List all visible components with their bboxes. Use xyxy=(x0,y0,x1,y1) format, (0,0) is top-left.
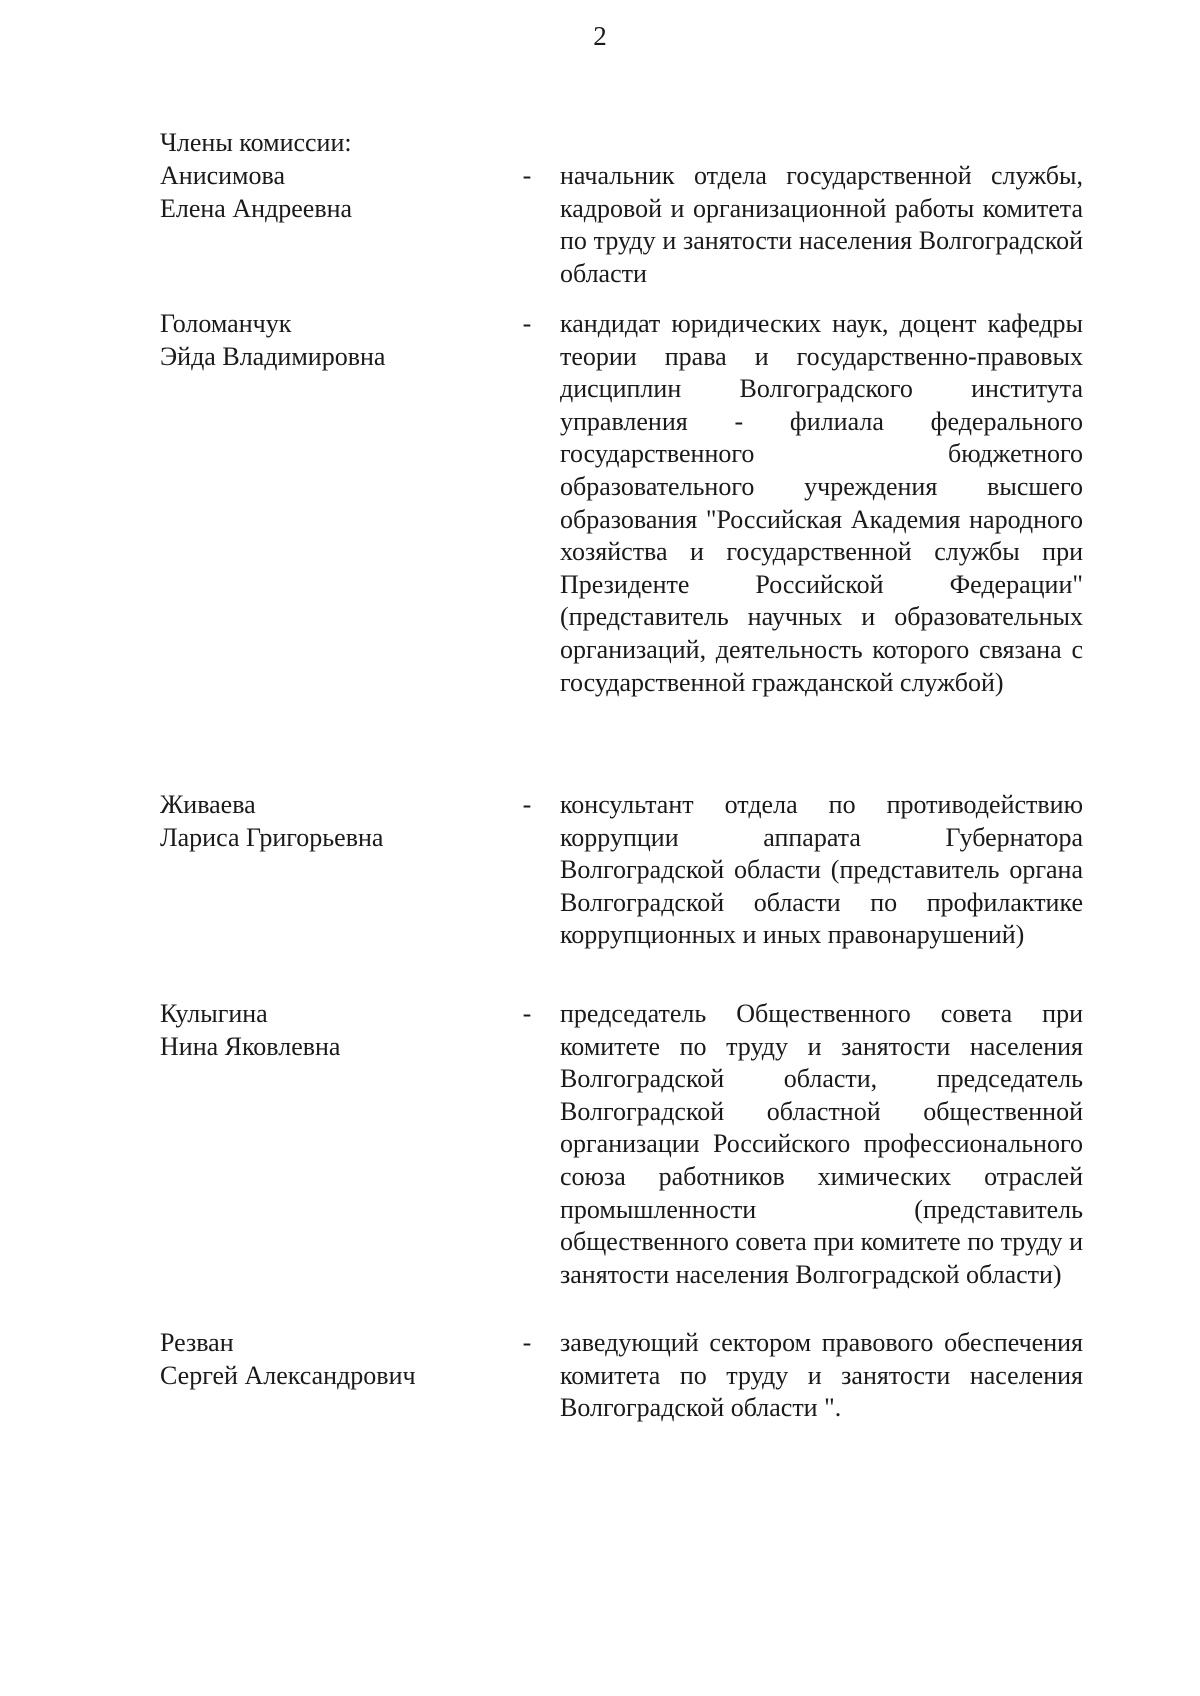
member-name xyxy=(160,789,490,854)
member-surname: Резван xyxy=(160,1328,234,1357)
member-name xyxy=(160,160,490,225)
dash-separator: - xyxy=(522,309,532,338)
member-name xyxy=(160,1327,490,1392)
member-entry xyxy=(160,789,1085,950)
member-surname: Кулыгина xyxy=(160,999,268,1028)
dash-separator: - xyxy=(522,999,532,1028)
member-description: консультант отдела по противодействию коррупции аппарата Губернатора Волгоградской области (представитель органа Волгоградской области по профилактике коррупционных и иных правонарушений) xyxy=(560,790,1083,950)
member-surname: Живаева xyxy=(160,790,256,819)
member-description: кандидат юридических наук, доцент кафедры теории права и государственно-правовых дисциплин Волгоградского института управления - филиала федерального государственного бюджетного образовательного учреждения высшего образования "Российская Академия народного хозяйства и государственной службы при Президенте Российской Федерации" (представитель научных и образовательных организаций, деятельность которого связана с государственной гражданской службой) xyxy=(560,309,1083,697)
dash-separator: - xyxy=(522,790,532,819)
member-given-names: Эйда Владимировна xyxy=(160,341,386,371)
page-number: 2 xyxy=(593,21,607,51)
member-given-names: Лариса Григорьевна xyxy=(160,822,384,852)
member-entry xyxy=(160,1327,1085,1423)
member-given-names: Елена Андреевна xyxy=(160,193,353,223)
member-surname: Анисимова xyxy=(160,161,285,190)
member-surname: Голоманчук xyxy=(160,309,292,338)
member-name xyxy=(160,998,490,1063)
member-entry xyxy=(160,308,1085,697)
section-title: Члены комиссии: xyxy=(160,128,352,157)
member-given-names: Сергей Александрович xyxy=(160,1360,416,1390)
member-entry xyxy=(160,160,1085,288)
member-name xyxy=(160,308,490,373)
member-entry xyxy=(160,998,1085,1289)
member-description: начальник отдела государственной службы, кадровой и организационной работы комитета по труду и занятости населения Волгоградской области xyxy=(560,161,1083,288)
dash-separator: - xyxy=(522,1328,532,1357)
member-description: заведующий сектором правового обеспечения комитета по труду и занятости населения Волгоградской области ". xyxy=(560,1328,1083,1423)
member-given-names: Нина Яковлевна xyxy=(160,1031,341,1061)
dash-separator: - xyxy=(522,161,532,190)
member-description: председатель Общественного совета при комитете по труду и занятости населения Волгоградской области, председатель Волгоградской областной общественной организации Российского профессионального союза работников химических отраслей промышленности (представитель общественного совета при комитете по труду и занятости населения Волгоградской области) xyxy=(560,999,1083,1289)
